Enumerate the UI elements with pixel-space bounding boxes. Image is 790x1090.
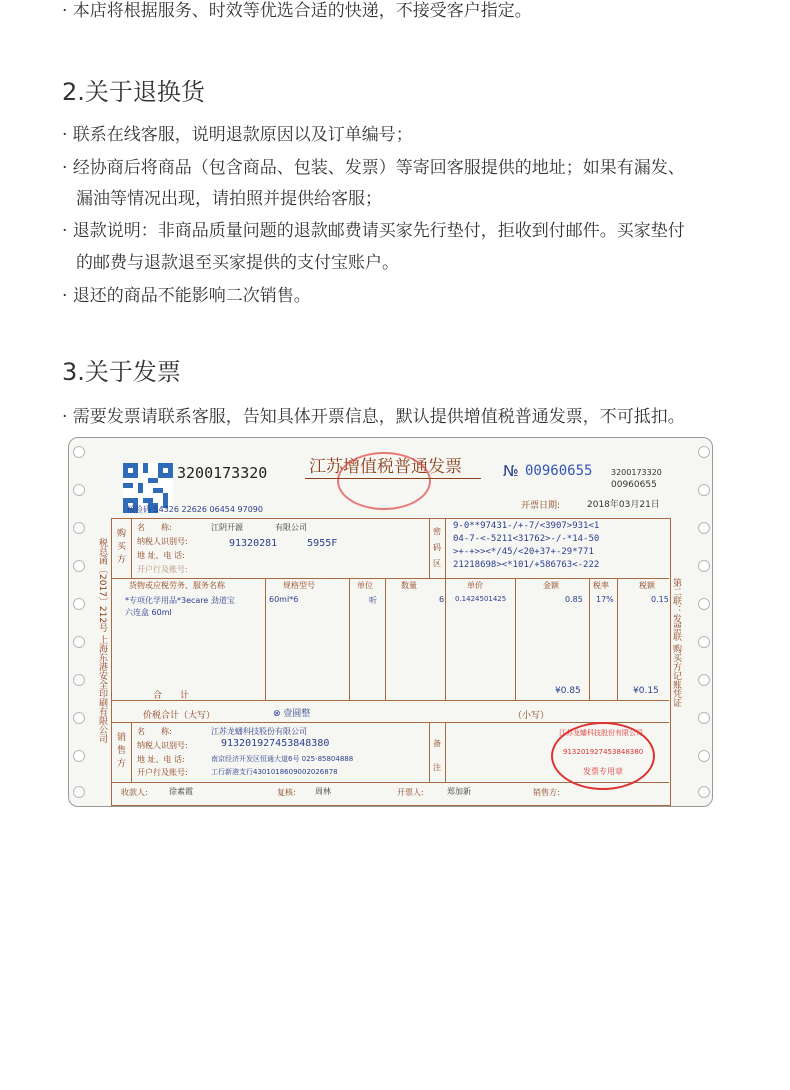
reviewer-label: 复核: <box>277 788 296 797</box>
seller-name: 江苏龙蟠科技股份有限公司 <box>211 727 307 736</box>
invoice-code-small: 3200173320 <box>611 468 662 477</box>
remark-label: 备注 <box>433 739 441 772</box>
invoice-no-small: 00960655 <box>611 480 657 490</box>
item-tax: 0.15 <box>651 595 669 604</box>
invoice-line: · 需要发票请联系客服，告知具体开票信息，默认提供增值税普通发票，不可抵扣。 <box>62 407 685 427</box>
invoice-date: 2018年03月21日 <box>587 500 660 510</box>
col-header-name: 货物或应税劳务、服务名称 <box>129 581 225 590</box>
returns-line-6: · 退还的商品不能影响二次销售。 <box>62 286 311 306</box>
seller-addr: 南京经济开发区恒通大道6号 025-85804888 <box>211 755 354 763</box>
buyer-side-label: 购买方 <box>117 529 127 565</box>
buyer-name: 江阴开源 有限公司 <box>211 523 307 532</box>
cipher-line-3: >+-+>><*/45/<20+37+-29*771 <box>453 547 594 557</box>
col-header-rate: 税率 <box>593 581 609 590</box>
right-perforation <box>696 438 710 806</box>
item-rate: 17% <box>596 595 614 604</box>
returns-line-5: 的邮费与退款退至买家提供的支付宝账户。 <box>76 253 399 273</box>
invoice-no: 00960655 <box>525 463 593 479</box>
section-title-invoice: 3.关于发票 <box>62 358 181 386</box>
buyer-name-label: 名 称: <box>137 523 172 532</box>
col-header-amount: 金额 <box>543 581 559 590</box>
returns-line-2: · 经协商后将商品（包含商品、包装、发票）等寄回客服提供的地址；如果有漏发、 <box>62 158 685 178</box>
check-code: 校验码 54326 22626 06454 97090 <box>127 505 263 514</box>
col-header-qty: 数量 <box>401 581 417 590</box>
seller-sign-label: 销售方: <box>533 788 560 797</box>
left-perforation <box>71 438 85 806</box>
payee-label: 收款人: <box>121 788 148 797</box>
invoice-image <box>68 437 713 807</box>
seller-name-label: 名 称: <box>137 727 172 736</box>
cipher-line-2: 04-7-<-5211<31762>-/-*14-50 <box>453 534 600 544</box>
buyer-bank-label: 开户行及账号: <box>137 565 188 574</box>
seller-tax-label: 纳税人识别号: <box>137 741 188 750</box>
item-spec: 60ml*6 <box>269 595 299 604</box>
date-label: 开票日期: <box>521 501 561 511</box>
copy-side-text: 第二联：发票联 购买方记账凭证 <box>671 578 681 707</box>
col-header-unit: 单位 <box>357 581 373 590</box>
cipher-line-4: 21218698><*101/+586763<-222 <box>453 560 600 570</box>
item-unit: 听 <box>369 596 377 605</box>
returns-line-4: · 退款说明：非商品质量问题的退款邮费请买家先行垫付，拒收到付邮件。买家垫付 <box>62 221 685 241</box>
item-price: 0.1424501425 <box>455 595 507 603</box>
seller-bank: 工行新港支行4301018609002026878 <box>211 768 338 776</box>
col-header-tax: 税额 <box>639 581 655 590</box>
seal-text: 江苏龙蟠科技股份有限公司 <box>559 729 643 737</box>
seller-tax-id: 913201927453848380 <box>221 738 330 749</box>
buyer-tax-label: 纳税人识别号: <box>137 537 188 546</box>
returns-line-3: 漏油等情况出现，请拍照并提供给客服； <box>76 189 382 209</box>
reviewer: 周林 <box>315 787 331 796</box>
item-amount: 0.85 <box>565 595 583 604</box>
sum-upper: ⊗ 壹圆整 <box>273 709 311 719</box>
seller-side-label: 销售方 <box>117 733 127 769</box>
item-name: *专项化学用品*3ecare 劲道宝 <box>125 596 235 605</box>
sum-small-label: （小写） <box>513 711 550 721</box>
invoice-seal <box>551 722 655 790</box>
seller-addr-label: 地 址、电 话: <box>137 755 185 764</box>
col-header-spec: 规格型号 <box>283 581 315 590</box>
tax-bureau-seal <box>337 452 431 510</box>
seller-bank-label: 开户行及账号: <box>137 768 188 777</box>
intro-line: · 本店将根据服务、时效等优选合适的快递，不接受客户指定。 <box>62 1 532 21</box>
invoice-title: 江苏增值税普通发票 <box>309 457 462 477</box>
drawer-label: 开票人: <box>397 788 424 797</box>
total-amount: ¥0.85 <box>555 686 581 696</box>
seal-number: 913201927453848380 <box>563 748 644 756</box>
payee: 徐素霞 <box>169 787 193 796</box>
item-qty: 6 <box>439 595 445 604</box>
buyer-tax-id: 91320281 5955F <box>229 538 338 549</box>
total-tax: ¥0.15 <box>633 686 659 696</box>
invoice-code-big: 3200173320 <box>177 464 268 482</box>
col-header-price: 单价 <box>467 581 483 590</box>
cipher-label: 密码区 <box>433 527 441 568</box>
cipher-line-1: 9-0**97431-/+-7/<3907>931<1 <box>453 521 600 531</box>
returns-line-1: · 联系在线客服，说明退款原因以及订单编号； <box>62 125 413 145</box>
seal-sub: 发票专用章 <box>583 767 623 776</box>
item-name-2: 六连盒 60ml <box>125 608 172 617</box>
total-label: 合 计 <box>153 691 190 701</box>
printer-side-text: 税总函〔2017〕212号 上海东港安全印刷有限公司 <box>97 538 107 743</box>
drawer: 郑加新 <box>447 787 471 796</box>
buyer-addr-label: 地 址、电 话: <box>137 551 185 560</box>
invoice-no-label: № <box>503 462 519 480</box>
section-title-returns: 2.关于退换货 <box>62 78 205 106</box>
sum-label: 价税合计（大写） <box>143 711 216 721</box>
